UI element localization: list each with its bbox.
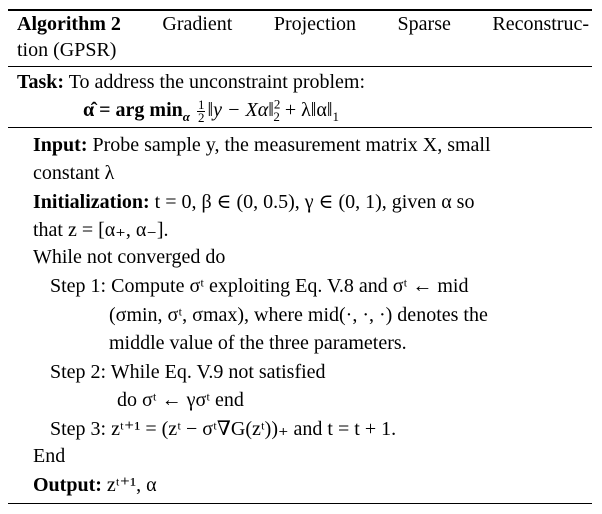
eq-sub1: 1 [332, 109, 339, 124]
task-text: To address the unconstraint problem: [68, 71, 366, 93]
eq-sub2: 2 [273, 109, 280, 124]
output-line [33, 472, 157, 498]
step2-line-1: Step 2: While Eq. V.9 not satisfied [50, 361, 326, 383]
task-line [17, 69, 365, 95]
init-line-2: that z = [α₊, α₋]. [33, 219, 169, 241]
eq-sup2: 2 [273, 96, 281, 112]
output-text: zᵗ⁺¹, α [106, 474, 157, 496]
task-rule [8, 127, 592, 128]
title-word-4: Reconstruc- [492, 13, 589, 35]
bottom-rule [8, 503, 592, 504]
step1-line-3: middle value of the three parameters. [109, 332, 407, 354]
init-line-1 [33, 189, 474, 215]
title-word-2: Projection [273, 13, 357, 35]
eq-frac-den: 2 [197, 109, 205, 125]
eq-fraction [197, 96, 206, 125]
title-rule [8, 66, 592, 67]
end-line: End [33, 445, 66, 467]
algorithm-title [17, 11, 589, 37]
task-equation [83, 97, 339, 124]
algorithm-title-cont: tion (GPSR) [17, 39, 117, 61]
step1-line-2: (σmin, σᵗ, σmax), where mid(·, ·, ·) denotes the [109, 304, 488, 326]
eq-lhs: α̂ = arg min [83, 99, 183, 121]
eq-frac-num: 1 [197, 96, 205, 112]
step3-line: Step 3: zᵗ⁺¹ = (zᵗ − σᵗ∇G(zᵗ))₊ and t = t + 1. [50, 418, 397, 440]
title-word-3: Sparse [397, 13, 451, 35]
output-label: Output: [33, 474, 102, 496]
step1-line-1: Step 1: Compute σᵗ exploiting Eq. V.8 and σᵗ ← mid [50, 275, 469, 297]
input-label: Input: [33, 134, 88, 156]
eq-tail: + λ‖α‖ [284, 99, 333, 121]
input-line-1 [33, 132, 491, 158]
init-text-1: t = 0, β ∈ (0, 0.5), γ ∈ (0, 1), given α so [154, 191, 475, 213]
while-line: While not converged do [33, 246, 226, 268]
title-word-1: Gradient [162, 13, 233, 35]
eq-argmin-sub: α [182, 109, 190, 124]
algorithm-label: Algorithm 2 [17, 13, 121, 35]
input-text-1: Probe sample y, the measurement matrix X, small [92, 134, 491, 156]
eq-norm-term: ‖y − Xα‖ [207, 99, 274, 121]
init-label: Initialization: [33, 191, 150, 213]
task-label: Task: [17, 71, 65, 93]
step2-line-2: do σᵗ ← γσᵗ end [117, 389, 244, 411]
input-line-2: constant λ [33, 162, 115, 184]
